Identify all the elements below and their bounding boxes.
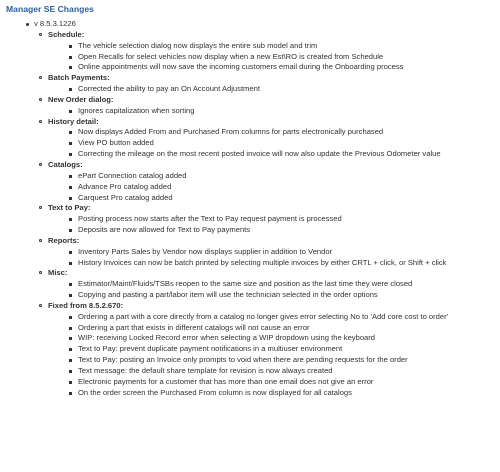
change-item <box>78 52 494 63</box>
bullet-square-icon <box>69 175 72 178</box>
change-item <box>78 279 494 290</box>
change-list <box>48 279 494 301</box>
bullet-square-icon <box>69 316 72 319</box>
section-catalogs <box>48 160 494 203</box>
bullet-square-icon <box>69 229 72 232</box>
change-item <box>78 247 494 258</box>
bullet-square-icon <box>69 186 72 189</box>
change-item <box>78 41 494 52</box>
change-text: Inventory Parts Sales by Vendor now displays supplier in addition to Vendor <box>78 246 333 256</box>
change-item <box>78 193 494 204</box>
change-item <box>78 377 494 388</box>
bullet-square-icon <box>69 45 72 48</box>
change-text: Advance Pro catalog added <box>78 181 172 191</box>
change-item <box>78 225 494 236</box>
change-item <box>78 333 494 344</box>
change-item <box>78 366 494 377</box>
change-text: Open Recalls for select vehicles now display when a new Est\RO is created from Schedule <box>78 51 384 61</box>
change-list <box>48 214 494 236</box>
page-title: Manager SE Changes <box>6 4 94 14</box>
change-text: Ordering a part that exists in different catalogs will not cause an error <box>78 322 310 332</box>
version-label: v 8.5.3.1226 <box>34 19 76 28</box>
bullet-square-icon <box>69 142 72 145</box>
section-misc <box>48 268 494 301</box>
change-text: Ordering a part with a core directly from a catalog no longer gives error selecting No to 'Add core cost to order' <box>78 311 449 321</box>
bullet-square-icon <box>69 153 72 156</box>
bullet-circle-icon <box>39 271 42 274</box>
change-text: Deposits are now allowed for Text to Pay payments <box>78 225 251 235</box>
change-item <box>78 138 494 149</box>
bullet-circle-icon <box>39 120 42 123</box>
change-list <box>48 171 494 204</box>
bullet-square-icon <box>69 110 72 113</box>
change-item <box>78 149 494 160</box>
change-item <box>78 258 494 269</box>
change-text: Online appointments will now save the incoming customers email during the Onboarding process <box>78 62 404 72</box>
change-item <box>78 355 494 366</box>
bullet-square-icon <box>69 370 72 373</box>
change-text: Ignores capitalization when sorting <box>78 105 195 115</box>
bullet-square-icon <box>69 262 72 265</box>
bullet-circle-icon <box>39 304 42 307</box>
bullet-circle-icon <box>39 76 42 79</box>
change-text: Estimator/Maint/Fluids/TSBs reopen to the same size and position as the last time they were closed <box>78 279 413 289</box>
change-text: WIP: receiving Locked Record error when selecting a WIP dropdown using the keyboard <box>78 333 376 343</box>
bullet-circle-icon <box>39 33 42 36</box>
change-item <box>78 171 494 182</box>
section-batch-payments <box>48 73 494 95</box>
section-heading: Fixed from 8.5.2.670: <box>48 300 124 310</box>
section-heading: Reports: <box>48 235 80 245</box>
bullet-square-icon <box>69 66 72 69</box>
change-text: ePart Connection catalog added <box>78 170 187 180</box>
bullet-square-icon <box>69 56 72 59</box>
bullet-square-icon <box>69 197 72 200</box>
change-item <box>78 127 494 138</box>
bullet-square-icon <box>69 348 72 351</box>
bullet-circle-icon <box>39 206 42 209</box>
section-reports <box>48 236 494 269</box>
change-list <box>48 41 494 74</box>
section-text-to-pay <box>48 203 494 236</box>
change-text: Electronic payments for a customer that has more than one email does not give an error <box>78 376 374 386</box>
change-text: Posting process now starts after the Text to Pay request payment is processed <box>78 214 342 224</box>
change-item <box>78 182 494 193</box>
bullet-disc-icon <box>26 23 29 26</box>
change-text: Correcting the mileage on the most recent posted invoice will now also update the Previous Odometer value <box>78 149 441 159</box>
change-text: Text message: the default share template for revision is now always created <box>78 366 333 375</box>
section-heading: Schedule: <box>48 29 85 39</box>
bullet-square-icon <box>69 327 72 330</box>
bullet-square-icon <box>69 218 72 221</box>
change-text: View PO button added <box>78 138 154 148</box>
version-list <box>6 19 494 30</box>
section-heading: Catalogs: <box>48 159 83 169</box>
change-list <box>48 106 494 117</box>
section-schedule <box>48 30 494 73</box>
change-list <box>48 247 494 269</box>
bullet-square-icon <box>69 251 72 254</box>
change-list <box>48 127 494 160</box>
change-item <box>78 344 494 355</box>
bullet-square-icon <box>69 381 72 384</box>
section-fixed-from-8-5-2-670 <box>48 301 494 399</box>
change-list <box>48 84 494 95</box>
bullet-square-icon <box>69 88 72 91</box>
bullet-square-icon <box>69 283 72 286</box>
change-item <box>78 62 494 73</box>
section-history-detail <box>48 117 494 160</box>
change-list <box>48 312 494 399</box>
change-item <box>78 312 494 323</box>
change-item <box>78 323 494 334</box>
section-heading: History detail: <box>48 116 99 126</box>
section-heading: New Order dialog: <box>48 94 114 104</box>
change-item <box>78 214 494 225</box>
section-list <box>6 30 494 399</box>
bullet-square-icon <box>69 131 72 134</box>
change-text: On the order screen the Purchased From column is now displayed for all catalogs <box>78 387 352 397</box>
section-heading: Text to Pay: <box>48 203 91 213</box>
change-text: Text to Pay: prevent duplicate payment notifications in a multiuser environment <box>78 344 343 354</box>
change-item <box>78 290 494 301</box>
change-text: History Invoices can now be batch printed by selecting multiple invoices by either CRTL + click, or Shift + click <box>78 257 447 267</box>
section-heading: Batch Payments: <box>48 73 110 83</box>
change-text: Corrected the ability to pay an On Account Adjustment <box>78 84 260 94</box>
bullet-circle-icon <box>39 239 42 242</box>
bullet-square-icon <box>69 337 72 340</box>
bullet-square-icon <box>69 359 72 362</box>
change-text: Copying and pasting a part/labor item will use the technician selected in the order options <box>78 290 378 300</box>
section-heading: Misc: <box>48 268 68 278</box>
change-item <box>78 84 494 95</box>
change-item <box>78 388 494 399</box>
bullet-square-icon <box>69 294 72 297</box>
bullet-square-icon <box>69 392 72 395</box>
bullet-circle-icon <box>39 163 42 166</box>
bullet-circle-icon <box>39 98 42 101</box>
change-text: Carquest Pro catalog added <box>78 192 173 202</box>
change-item <box>78 106 494 117</box>
change-text: Text to Pay: posting an Invoice only prompts to void when there are pending requests for the order <box>78 355 408 365</box>
change-text: Now displays Added From and Purchased From columns for parts electronically purchased <box>78 127 384 137</box>
version-entry <box>6 19 494 30</box>
change-text: The vehicle selection dialog now displays the entire sub model and trim <box>78 40 318 50</box>
section-new-order-dialog <box>48 95 494 117</box>
